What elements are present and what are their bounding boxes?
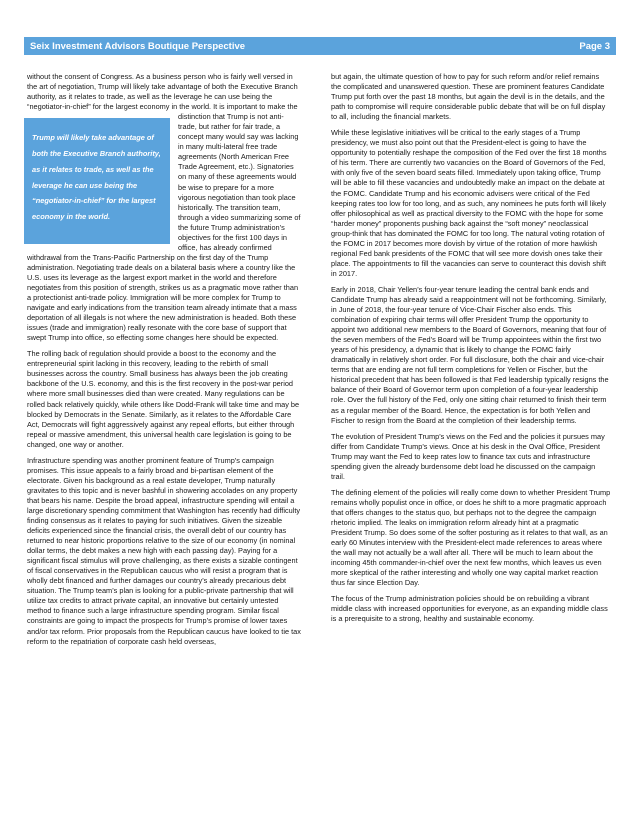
paragraph-9: The focus of the Trump administration policies should be on rebuilding a vibrant middle class with increased opportunities for everyone, as an expanding middle class is a prerequisite to a strong, healthy and sustainable economy. bbox=[331, 594, 608, 624]
paragraph-5: While these legislative initiatives will be critical to the early stages of a Trump presidency, we must also point out that the President-elect is going to have the opportunity to potentially reshape the composition of the Fed over the first 18 months of his term. There are currently two vacancies on the Board of Governors of the Fed, with only five of the seven board seats filled. Immediately upon taking office, Trump will be able to fill these vacancies and undoubtedly make an impact on the debate at the FOMC. Candidate Trump and his economic advisers were critical of the Fed keeping rates too low for too long, and as such, any nominees he puts forth will likely offer philosophical as well as practical diversity to the FOMC with the hope for some “harder money” proponents pushing back against the “soft money” neoclassical group-think that has dominated the FOMC for too long. The natural voting rotation of the FOMC in 2017 becomes more dovish by virtue of the rotation of more hawkish regional Fed bank presidents of the FOMC that will see more dovish ones take their place. The appointments to fill the vacancies can serve to counteract this dovish shift in 2017. bbox=[331, 128, 607, 278]
pull-quote bbox=[24, 118, 170, 244]
page-header bbox=[24, 37, 616, 55]
paragraph-4: but again, the ultimate question of how to pay for such reform and/or relief remains the complicated and unanswered question. These are prominent features Candidate Trump put forth over the past 18 months, but again the devil is in the details, and the path to compromise will require considerable public debate that will be on full display to all, including the financial markets. bbox=[331, 72, 606, 122]
pull-quote-text: Trump will likely take advantage of both the Executive Branch authority, as it relates to trade, as well as the leverage he can use being the “negotiator-in-chief” for the largest economy in the world. bbox=[32, 133, 161, 222]
paragraph-8: The defining element of the policies will really come down to whether President Trump remains wholly populist once in office, or does he shift to a more pragmatic approach that offers changes to the status quo, but perhaps not to the degree the campaign rhetoric implied. The leaks on immigration reform already hint at a pragmatic President Trump. So does some of the softer posturing as it relates to that wall, as an early 60 Minutes interview with the President-elect made references to areas where the wall may not actually be a wall after all. There will be much to learn about the incoming 45th commander-in-chief over the next few months, which leaves us even more skeptical of the rather interesting and wholly one way capital market reaction thus far since Election Day. bbox=[331, 487, 611, 588]
paragraph-2: The rolling back of regulation should provide a boost to the economy and the entrepreneurial spirit lacking in this recovery, leading to the rebirth of small businesses across the country. Small business has always been the job creating backbone of the U.S. economy, and this is the first recovery in the post-war period where more small businesses died than were created. Many regulations can be rolled back relatively quickly, while others like Dodd-Frank will take time and may be blocked by Democrats in the Senate. Similarly, as it relates to the Affordable Care Act, Democrats will fight aggressively against any repeal efforts, but either through repeal or massive amendment, this universal health care legislation is going to be changed, one way or another. bbox=[27, 349, 300, 449]
left-column bbox=[27, 72, 301, 653]
right-column bbox=[331, 72, 611, 630]
paragraph-3: Infrastructure spending was another prominent feature of Trump’s campaign promises. This issue appeals to a fairly broad and bi-partisan element of the electorate. Given his background as a real estate developer, Trump naturally gravitates to this topic and is never bashful in showering accolades on any property that bears his name. Despite the broad appeal, infrastructure spending will entail a large discretionary spending commitment that Washington has recently had difficulty finding consensus as it relates to paying for such initiatives. Given the sizeable deficits experienced since the financial crisis, the overall debt of our country has returned to near historic proportions relative to the size of our economy (in nominal dollar terms, the debt makes a new high with each passing day). Paying for a significant fiscal stimulus will prove challenging, as there exists a sizable contingent of fiscal conservatives in the Republican caucus who will resist a program that is wholly debt financed and further damages our country’s already precarious debt situation. The Trump team’s plan is looking for a public-private partnership that will utilize tax credits to attract private capital, an innovative but certainly untested method to finance such a large infrastructure spending program. Similar fiscal constraints are going to impact the prospects for Trump’s promise of lower taxes and/or tax reform. Prior proposals from the Republican caucus have looked to tie tax reform to the repatriation of corporate cash held overseas, bbox=[27, 455, 301, 646]
paragraph-1-text: without the consent of Congress. As a business person who is fairly well versed in the art of negotiation, Trump will likely take advantage of both the Executive Branch authority, as it relates to trade, as well as the leverage he can use being the “negotiator-in-chief” for the largest economy in the world. It is important to make the distinction Trump will likely take advantage of both the Executive Branch authority, as it relates to trade, as well as the leverage he can use being the “negotiator-in-chief” for the largest economy in the world. that Trump is not anti-trade, but rather for fair trade, a concept many would say was lacking in many multi-lateral free trade agreements (North American Free Trade Agreement, etc.). Signatories on many of these agreements would be wise to prepare for a more vigorous negotiation than took place historically. The transition team, through a video summarizing some of the future Trump administration’s objectives for the first 100 days in office, has already confirmed withdrawal from the Trans-Pacific Partnership on the first day of the Trump administration. Negotiating trade deals on a bilateral basis where a country like the U.S. uses its leverage as the largest export market in the world and therefore negotiates from this position of strength, strikes us as a pragmatic move rather than a protectionist anti-trade policy. Immigration will be more complex for Trump to navigate and early indications from the transition team already intimate that a mass deportation of all illegals is not where the new administration is headed. Both these issues (trade and immigration) really resonate with the core base of support that swept Trump into office, so effecting some changes here should be expected. bbox=[27, 72, 300, 342]
paragraph-1 bbox=[27, 72, 301, 343]
paragraph-6: Early in 2018, Chair Yellen’s four-year tenure leading the central bank ends and Candidate Trump has already said a reappointment will not be forthcoming. Similarly, in June of 2018, the four-year tenure of Vice-Chair Fischer also ends. This combination of expiring chair terms will offer President Trump the opportunity to appoint two additional new members to the Board of Governors, meaning that four of the seven members of the Fed’s Board will be Trump appointees within the first two years of his presidency, a dynamic that is likely to change the FOMC fairly dramatically in relatively short order. For full disclosure, both the chair and vice-chair terms that are ending are not full term completions for Yellen or Fischer, but the historical precedent that has been followed is that Fed leadership typically resigns the balance of their Board of Governor term upon completion of a four-year leadership role. Over the full history of the Fed, only one sitting chair returned to finish their term as a regular member of the Board. Hence, the expectation is for both Yellen and Fischer to resign from the Board at the completion of their leadership terms. bbox=[331, 284, 609, 425]
paragraph-7: The evolution of President Trump’s views on the Fed and the policies it pursues may differ from Candidate Trump’s views. Once at his desk in the Oval Office, President Trump may want the Fed to keep rates low to finance tax cuts and infrastructure spending given the already burdensome debt load he discussed on the campaign trail. bbox=[331, 431, 605, 481]
publication-title: Seix Investment Advisors Boutique Perspective bbox=[30, 40, 246, 52]
page-number: Page 3 bbox=[579, 40, 610, 52]
